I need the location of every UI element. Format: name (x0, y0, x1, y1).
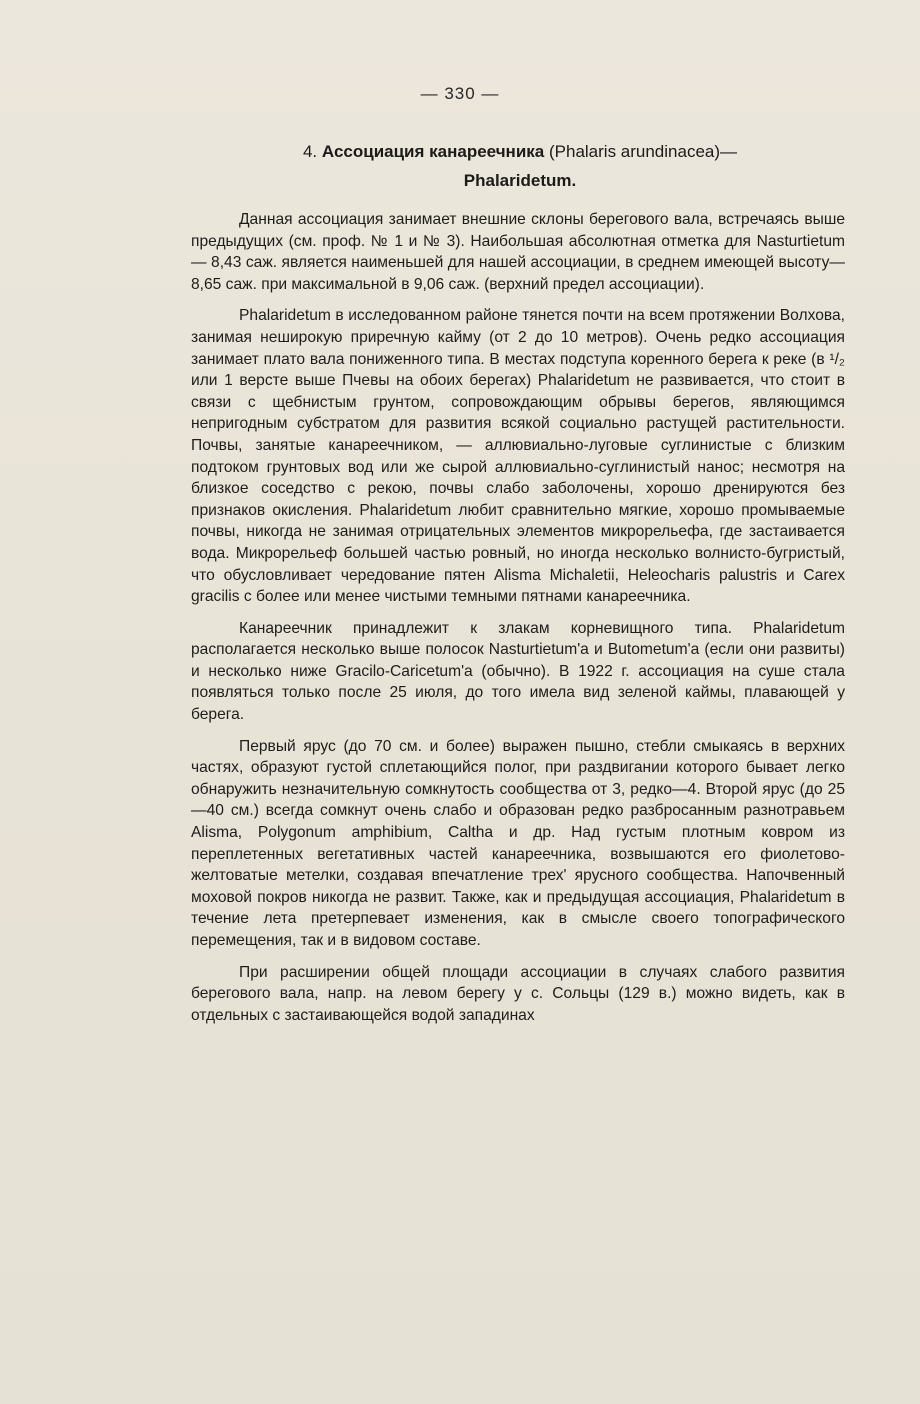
paragraph: При расширении общей площади ассоциации в случаях слабого развития берегового вала, напр. на левом берегу у с. Сольцы (129 в.) можно видеть, как в отдельных с застаивающейся водой западинах (191, 963, 845, 1024)
paragraph: Канареечник принадлежит к злакам корневищного типа. Phalaridetum располагается несколько выше полосок Nasturtietum'a и Butometum'a (если они развиты) и несколько ниже Gracilo-Caricetum'a (обычно). В 1922 г. ассоциация на суше стала появляться только после 25 июля, до того имела вид зеленой каймы, плавающей у берега. (191, 619, 845, 724)
section-subtitle: Phalaridetum. (463, 171, 577, 190)
section-number: 4. (302, 142, 318, 161)
heading-line-1 (190, 137, 850, 166)
paragraph: Phalaridetum в исследованном районе тянется почти на всем протяжении Волхова, занимая неширокую приречную кайму (от 2 до 10 метров). Очень редко ассоциация занимает плато вала пониженного типа. В местах подступа коренного берега к реке (в ¹/₂ или 1 версте выше Пчевы на обоих берегах) Phalaridetum не развивается, что стоит в связи с щебнистым грунтом, сопровождающим обрывы берегов, являющимся непригодным субстратом для развития всякой социально растущей растительности. Почвы, занятые канареечником, — аллювиально-луговые суглинистые с близким подтоком грунтовых вод или же сырой аллювиально-суглинистый нанос; несмотря на близкое соседство с рекою, почвы слабо заболочены, хорошо дренируются без признаков окисления. Phalaridetum любит сравнительно мягкие, хорошо промываемые почвы, никогда не занимая отрицательных элементов микрорельефа, где застаивается вода. Микрорельеф большей частью ровный, но иногда несколько волнисто-бугристый, что обусловливает чередование пятен Alisma Michaletii, Heleocharis palustris и Carex gracilis с более или менее чистыми темными пятнами канареечника. (191, 307, 845, 606)
paragraph: Первый ярус (до 70 см. и более) выражен пышно, стебли смыкаясь в верхних частях, образуют густой сплетающийся полог, при раздвигании которого бывает легко обнаружить незначительную сомкнутость сообщества от 3, редко—4. Второй ярус (до 25—40 см.) всегда сомкнут очень слабо и образован редко разбросанным разнотравьем Alisma, Polygonum amphibium, Caltha и др. Над густым плотным ковром из переплетенных вегетативных частей канареечника, возвышаются его фиолетово-желтоватые метелки, создавая впечатление трех' ярусного сообщества. Напочвенный моховой покров никогда не развит. Также, как и предыдущая ассоциация, Phalaridetum в течение лета претерпевает изменения, как в смысле своего топографического перемещения, так и в видовом составе. (191, 737, 845, 949)
section-title: Ассоциация канареечника (321, 142, 545, 161)
body-text (191, 209, 845, 1036)
section-latin-name: (Phalaris arundinacea)— (548, 142, 738, 161)
section-heading (190, 137, 850, 195)
paragraph: Данная ассоциация занимает внешние склоны берегового вала, встречаясь выше предыдущих (см. проф. № 1 и № 3). Наибольшая абсолютная отметка для Nasturtietum — 8,43 саж. является наименьшей для нашей ассоциации, в среднем имеющей высоту—8,65 саж. при максимальной в 9,06 саж. (верхний предел ассоциации). (191, 211, 845, 293)
page-number: — 330 — (420, 84, 500, 103)
